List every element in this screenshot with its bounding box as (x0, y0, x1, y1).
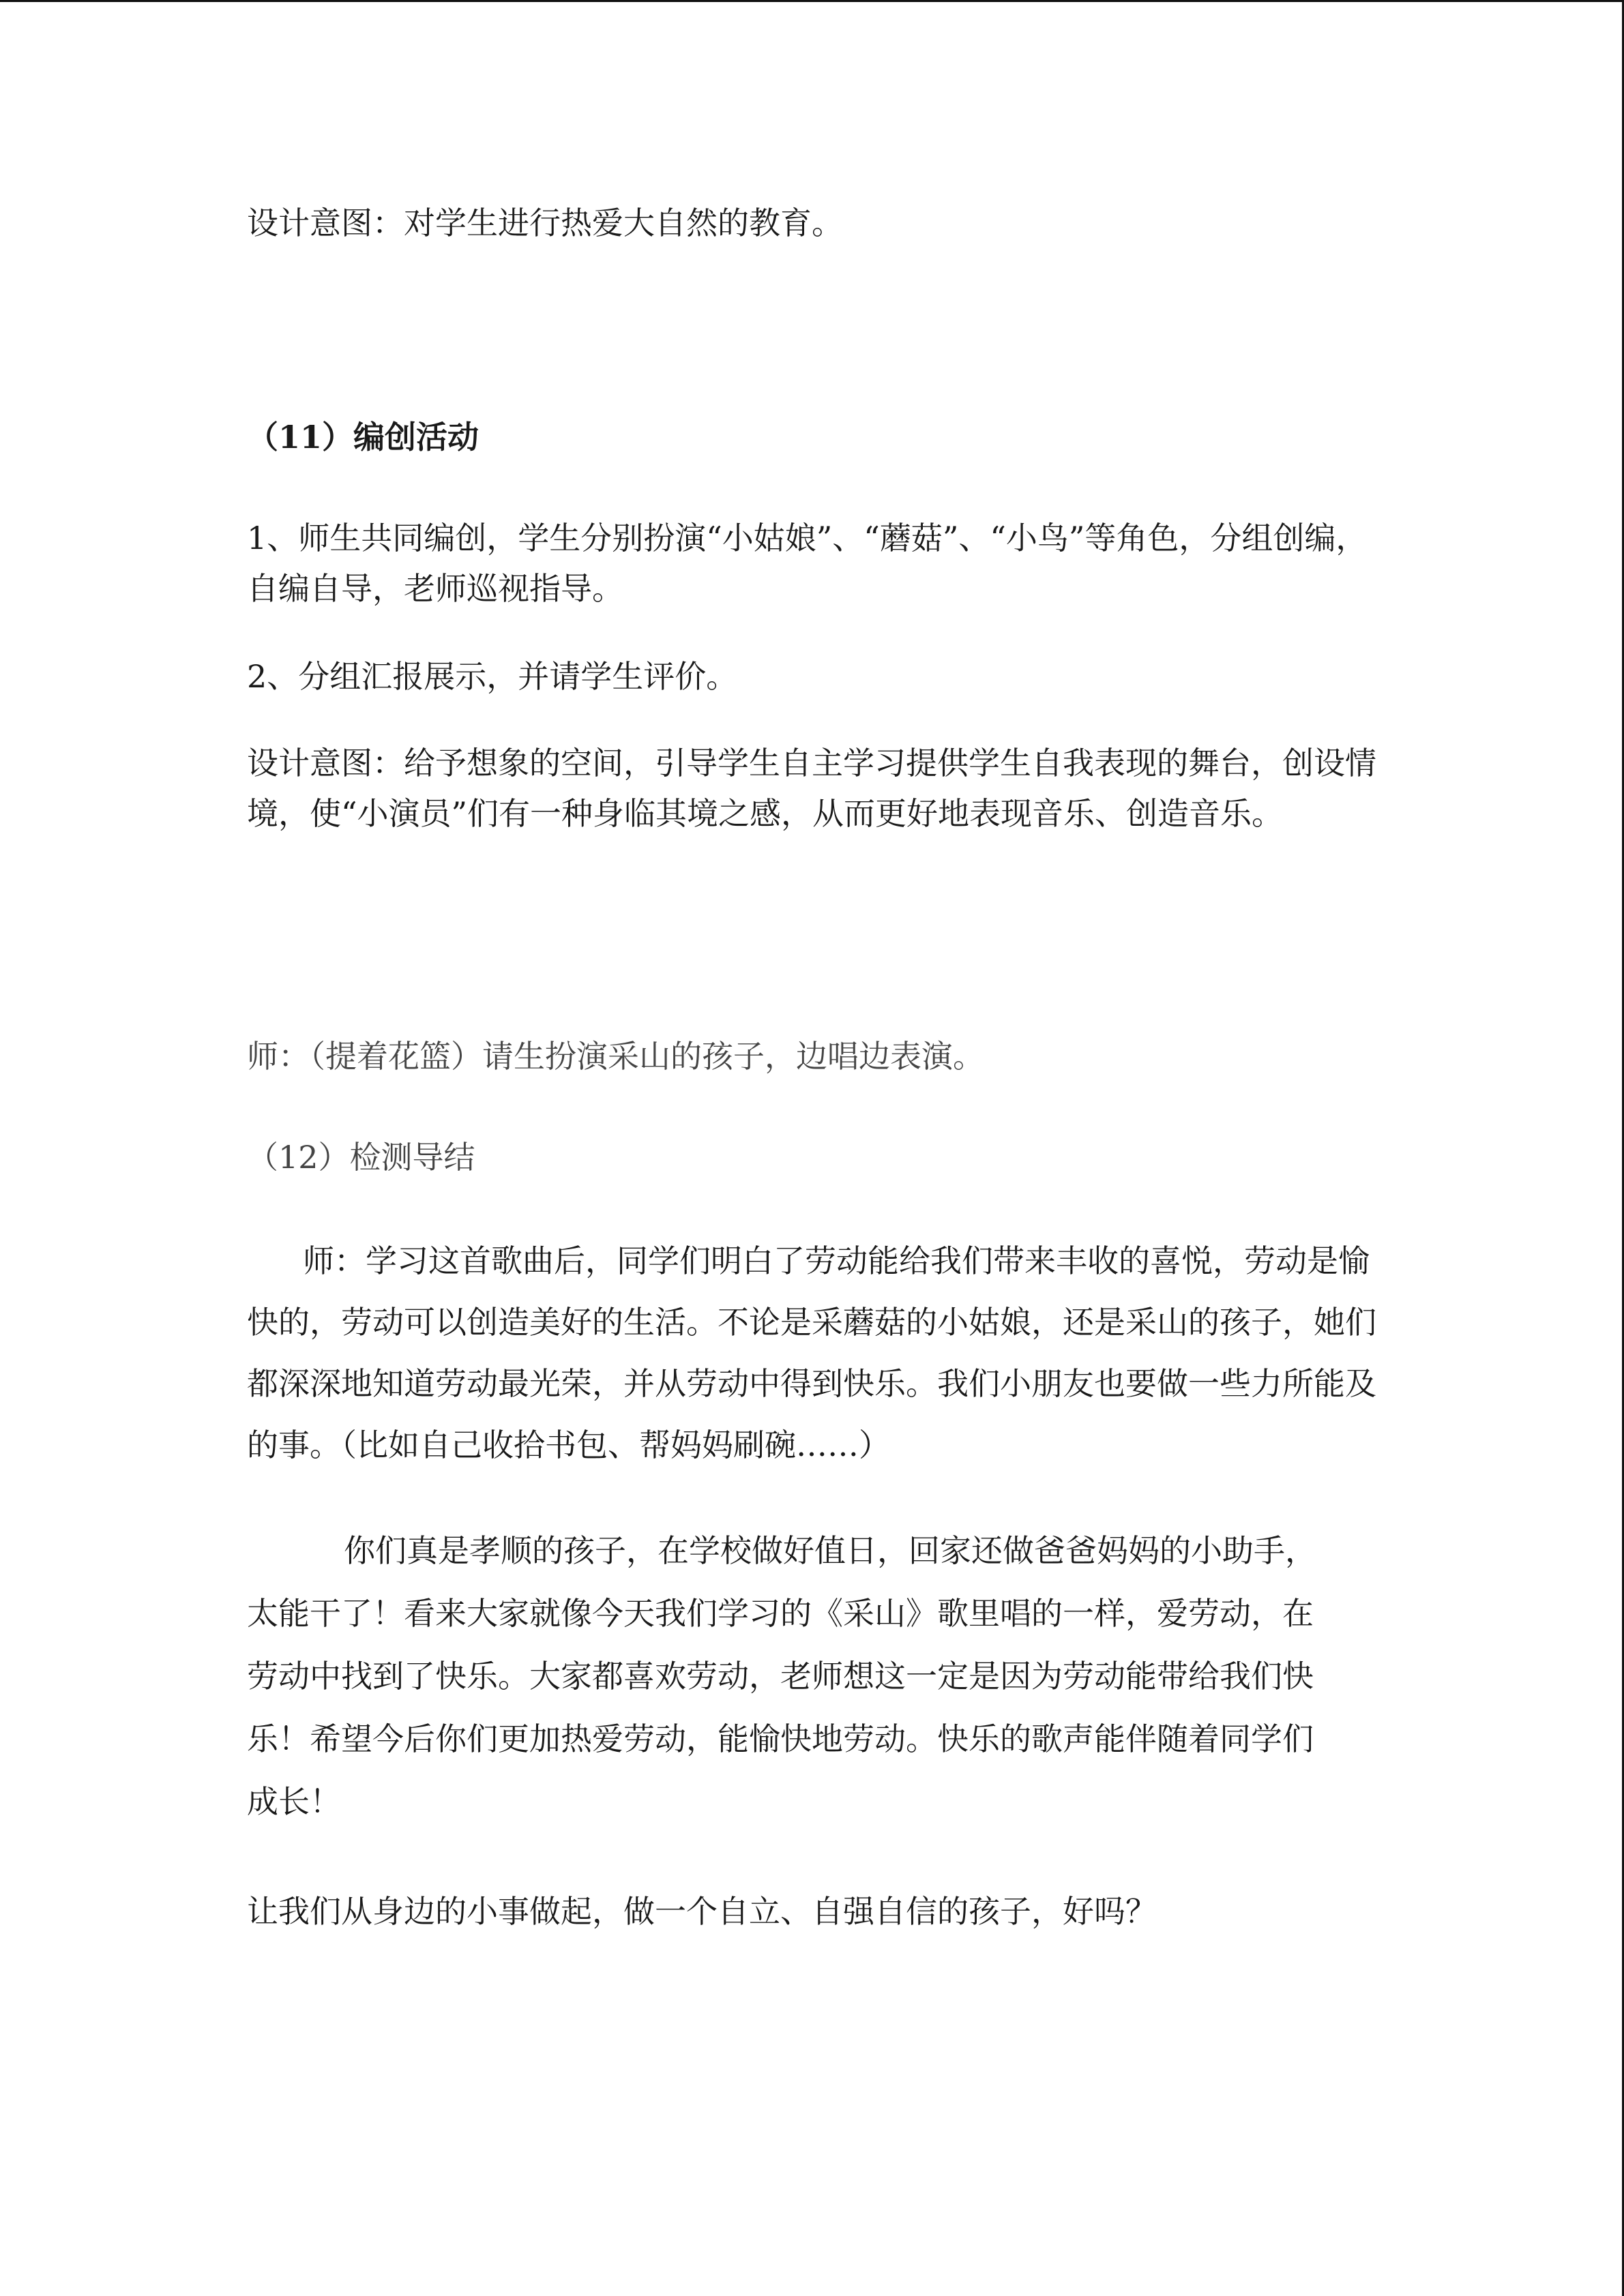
praise-paragraph: 你们真是孝顺的孩子，在学校做好值日，回家还做爸爸妈妈的小助手，太能干了！看来大家就像今天我们学习的《采山》歌里唱的一样，爱劳动，在劳动中找到了快乐。大家都喜欢劳动，老师想这一定是因为劳动能带给我们快乐！希望今后你们更加热爱劳动，能愉快地劳动。快乐的歌声能伴随着同学们成长！ (247, 1532, 1316, 1820)
design-intent-paragraph-2: 设计意图：给予想象的空间，引导学生自主学习提供学生自我表现的舞台，创设情境，使“小演员”们有一种身临其境之感，从而更好地表现音乐、创造音乐。 (247, 745, 1376, 832)
activity-step-2: 2、分组汇报展示，并请学生评价。 (247, 658, 738, 695)
section-heading-11: （11）编创活动 (247, 419, 479, 456)
teacher-instruction-paragraph: 师：（提着花篮）请生扮演采山的孩子，边唱边表演。 (247, 1038, 984, 1075)
closing-question-paragraph: 让我们从身边的小事做起，做一个自立、自强自信的孩子，好吗？ (247, 1893, 1157, 1930)
teacher-summary-paragraph: 师：学习这首歌曲后，同学们明白了劳动能给我们带来丰收的喜悦，劳动是愉快的，劳动可以创造美好的生活。不论是采蘑菇的小姑娘，还是采山的孩子，她们都深深地知道劳动最光荣，并从劳动中得到快乐。我们小朋友也要做一些力所能及的事。（比如自己收拾书包、帮妈妈刷碗……） (247, 1242, 1376, 1463)
section-heading-12: （12）检测导结 (247, 1139, 475, 1176)
activity-step-1: 1、师生共同编创，学生分别扮演“小姑娘”、“蘑菇”、“小鸟”等角色，分组创编，自编自导，老师巡视指导。 (247, 520, 1368, 607)
design-intent-paragraph-1: 设计意图：对学生进行热爱大自然的教育。 (247, 205, 843, 241)
page-top-border (0, 0, 1624, 2)
